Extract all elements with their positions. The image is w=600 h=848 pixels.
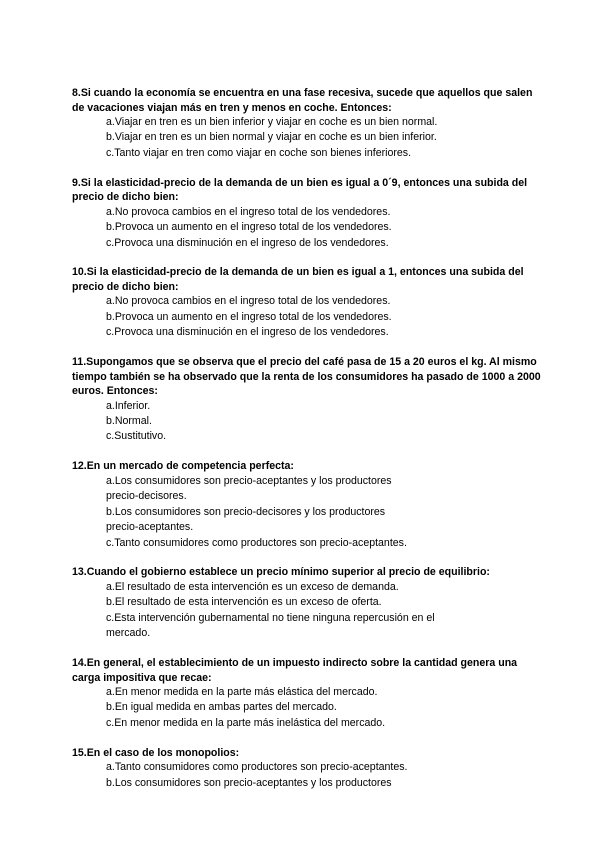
option-c: c.Sustitutivo. bbox=[106, 430, 167, 443]
option-a: a.No provoca cambios en el ingreso total de los vendedores. bbox=[106, 295, 391, 308]
question-title: 14.En general, el establecimiento de un impuesto indirecto sobre la cantidad genera una carga impositiva que recae: bbox=[72, 657, 518, 684]
option-a-continued: precio-decisores. bbox=[106, 490, 187, 503]
option-b: b.Los consumidores son precio-aceptantes y los productores bbox=[106, 776, 392, 789]
question-8 bbox=[72, 86, 542, 161]
options-list bbox=[72, 474, 542, 551]
option-b: b.Normal. bbox=[106, 415, 152, 428]
option-b-continued: precio-aceptantes. bbox=[106, 521, 194, 534]
question-12 bbox=[72, 459, 542, 551]
option-c: c.Provoca una disminución en el ingreso de los vendedores. bbox=[106, 326, 389, 339]
question-13 bbox=[72, 565, 542, 641]
option-b: b.Provoca un aumento en el ingreso total de los vendedores. bbox=[106, 310, 392, 323]
question-11 bbox=[72, 355, 542, 445]
options-list bbox=[72, 399, 542, 445]
question-14 bbox=[72, 656, 542, 731]
option-a: a.Viajar en tren es un bien inferior y viajar en coche es un bien normal. bbox=[106, 116, 438, 128]
options-list bbox=[72, 294, 542, 340]
options-list bbox=[72, 115, 542, 161]
document-page bbox=[72, 86, 542, 806]
option-b: b.Los consumidores son precio-decisores y los productores bbox=[106, 505, 386, 518]
option-c-continued: mercado. bbox=[106, 627, 151, 640]
option-b: b.En igual medida en ambas partes del mercado. bbox=[106, 701, 337, 714]
option-a: a.Tanto consumidores como productores son precio-aceptantes. bbox=[106, 761, 408, 774]
option-a: a.En menor medida en la parte más elástica del mercado. bbox=[106, 686, 378, 699]
question-title: 15.En el caso de los monopolios: bbox=[72, 746, 240, 759]
option-c: c.Provoca una disminución en el ingreso de los vendedores. bbox=[106, 236, 389, 249]
option-b: b.El resultado de esta intervención es un exceso de oferta. bbox=[106, 596, 382, 609]
question-title: 11.Supongamos que se observa que el precio del café pasa de 15 a 20 euros el kg. Al mismo tiempo también se ha observado que la renta de los consumidores ha pasado de 1000 a 2000 euros. Entonces: bbox=[72, 356, 541, 398]
options-list bbox=[72, 760, 542, 791]
options-list bbox=[72, 205, 542, 251]
question-title: 8.Si cuando la economía se encuentra en una fase recesiva, sucede que aquellos que salen de vacaciones viajan más en tren y menos en coche. Entonces: bbox=[72, 87, 533, 114]
options-list bbox=[72, 685, 542, 731]
option-c: c.Tanto viajar en tren como viajar en coche son bienes inferiores. bbox=[106, 146, 412, 159]
question-title: 13.Cuando el gobierno establece un precio mínimo superior al precio de equilibrio: bbox=[72, 566, 490, 579]
option-c: c.Tanto consumidores como productores son precio-aceptantes. bbox=[106, 536, 407, 549]
question-15 bbox=[72, 746, 542, 791]
option-a: a.Los consumidores son precio-aceptantes y los productores bbox=[106, 474, 392, 487]
option-a: a.El resultado de esta intervención es un exceso de demanda. bbox=[106, 580, 399, 593]
options-list bbox=[72, 580, 542, 642]
option-b: b.Viajar en tren es un bien normal y viajar en coche es un bien inferior. bbox=[106, 131, 437, 144]
option-c: c.En menor medida en la parte más inelástica del mercado. bbox=[106, 716, 386, 729]
question-title: 9.Si la elasticidad-precio de la demanda de un bien es igual a 0´9, entonces una subida del precio de dicho bien: bbox=[72, 176, 528, 204]
question-10 bbox=[72, 265, 542, 340]
question-title: 12.En un mercado de competencia perfecta: bbox=[72, 460, 294, 473]
option-a: a.Inferior. bbox=[106, 399, 151, 412]
question-title: 10.Si la elasticidad-precio de la demanda de un bien es igual a 1, entonces una subida del precio de dicho bien: bbox=[72, 266, 524, 293]
option-a: a.No provoca cambios en el ingreso total de los vendedores. bbox=[106, 205, 391, 218]
option-b: b.Provoca un aumento en el ingreso total de los vendedores. bbox=[106, 221, 392, 234]
question-9 bbox=[72, 176, 542, 251]
option-c: c.Esta intervención gubernamental no tiene ninguna repercusión en el bbox=[106, 611, 435, 624]
